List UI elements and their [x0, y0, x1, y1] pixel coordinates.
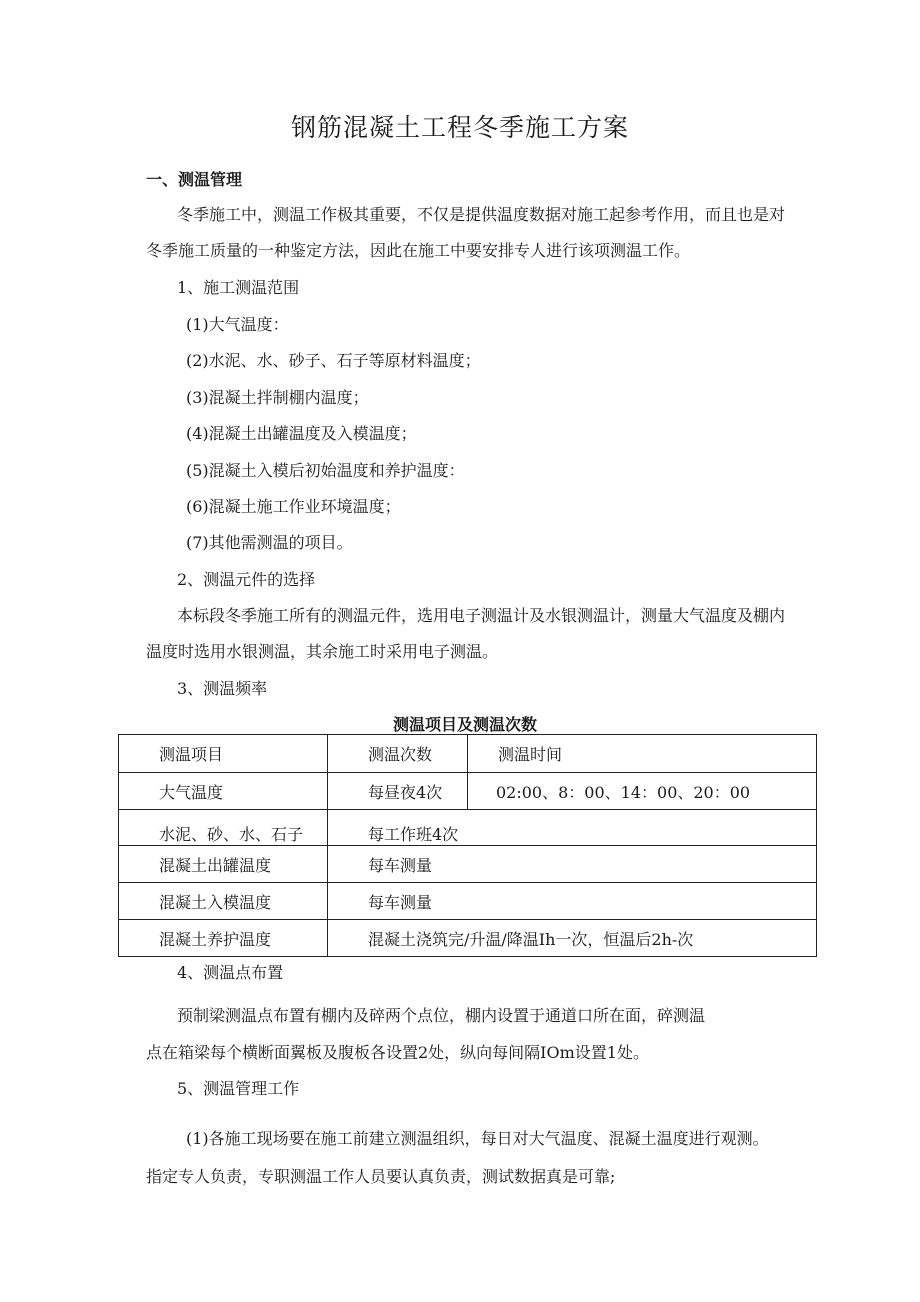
table-row — [119, 920, 817, 957]
table-cell: 每车测量 — [328, 883, 817, 920]
table-cell: 混凝土养护温度 — [119, 920, 328, 957]
list-item: (1)大气温度： — [186, 315, 289, 334]
management-paragraph-line1: (1)各施工现场要在施工前建立测温组织，每日对大气温度、混凝土温度进行观测。 — [186, 1129, 769, 1148]
table-cell: 02:00、8：00、14：00、20：00 — [468, 773, 817, 810]
table-cell: 每车测量 — [328, 846, 817, 883]
list-item: (6)混凝土施工作业环境温度； — [186, 497, 401, 516]
table-header-row — [119, 735, 817, 773]
table-cell: 混凝土出罐温度 — [119, 846, 328, 883]
table-row — [119, 773, 817, 810]
header-cell: 测温时间 — [468, 735, 817, 773]
list-item: (7)其他需测温的项目。 — [186, 533, 353, 552]
table-row — [119, 810, 817, 846]
subheading-management: 5、测温管理工作 — [177, 1079, 300, 1098]
table-cell: 每工作班4次 — [328, 810, 817, 846]
subheading-frequency: 3、测温频率 — [177, 679, 268, 698]
measurement-table — [118, 734, 817, 957]
header-cell: 测温项目 — [119, 735, 328, 773]
layout-paragraph-line2: 点在箱梁每个横断面翼板及腹板各设置2处，纵向每间隔IOm设置1处。 — [146, 1043, 649, 1062]
page-title: 钢筋混凝土工程冬季施工方案 — [290, 113, 629, 142]
management-paragraph-line2: 指定专人负责，专职测温工作人员要认真负责，测试数据真是可靠; — [146, 1167, 616, 1186]
table-row — [119, 883, 817, 920]
header-cell: 测温次数 — [328, 735, 468, 773]
element-paragraph-line2: 温度时选用水银测温，其余施工时采用电子测温。 — [146, 642, 499, 661]
section-heading: 一、测温管理 — [146, 170, 243, 189]
table-cell: 混凝土浇筑完/升温/降温Ih一次，恒温后2h-次 — [328, 920, 817, 957]
table-cell: 每昼夜4次 — [328, 773, 468, 810]
table-row — [119, 846, 817, 883]
table-cell: 水泥、砂、水、石子 — [119, 810, 328, 846]
layout-paragraph-line1: 预制梁测温点布置有棚内及碎两个点位，棚内设置于通道口所在面，碎测温 — [177, 1006, 706, 1025]
intro-paragraph-line2: 冬季施工质量的一种鉴定方法，因此在施工中要安排专人进行该项测温工作。 — [146, 241, 691, 260]
list-item: (4)混凝土出罐温度及入模温度； — [186, 424, 417, 443]
list-item: (2)水泥、水、砂子、石子等原材料温度； — [186, 351, 481, 370]
table-cell: 大气温度 — [119, 773, 328, 810]
element-paragraph-line1: 本标段冬季施工所有的测温元件，选用电子测温计及水银测温计，测量大气温度及棚内 — [177, 606, 786, 625]
list-item: (3)混凝土拌制棚内温度； — [186, 388, 369, 407]
table-caption: 测温项目及测温次数 — [392, 715, 537, 734]
subheading-range: 1、施工测温范围 — [177, 278, 300, 297]
list-item: (5)混凝土入模后初始温度和养护温度： — [186, 461, 465, 480]
subheading-element-selection: 2、测温元件的选择 — [177, 570, 316, 589]
intro-paragraph-line1: 冬季施工中，测温工作极其重要，不仅是提供温度数据对施工起参考作用，而且也是对 — [177, 205, 786, 224]
table-cell: 混凝土入模温度 — [119, 883, 328, 920]
subheading-point-layout: 4、测温点布置 — [177, 963, 284, 982]
